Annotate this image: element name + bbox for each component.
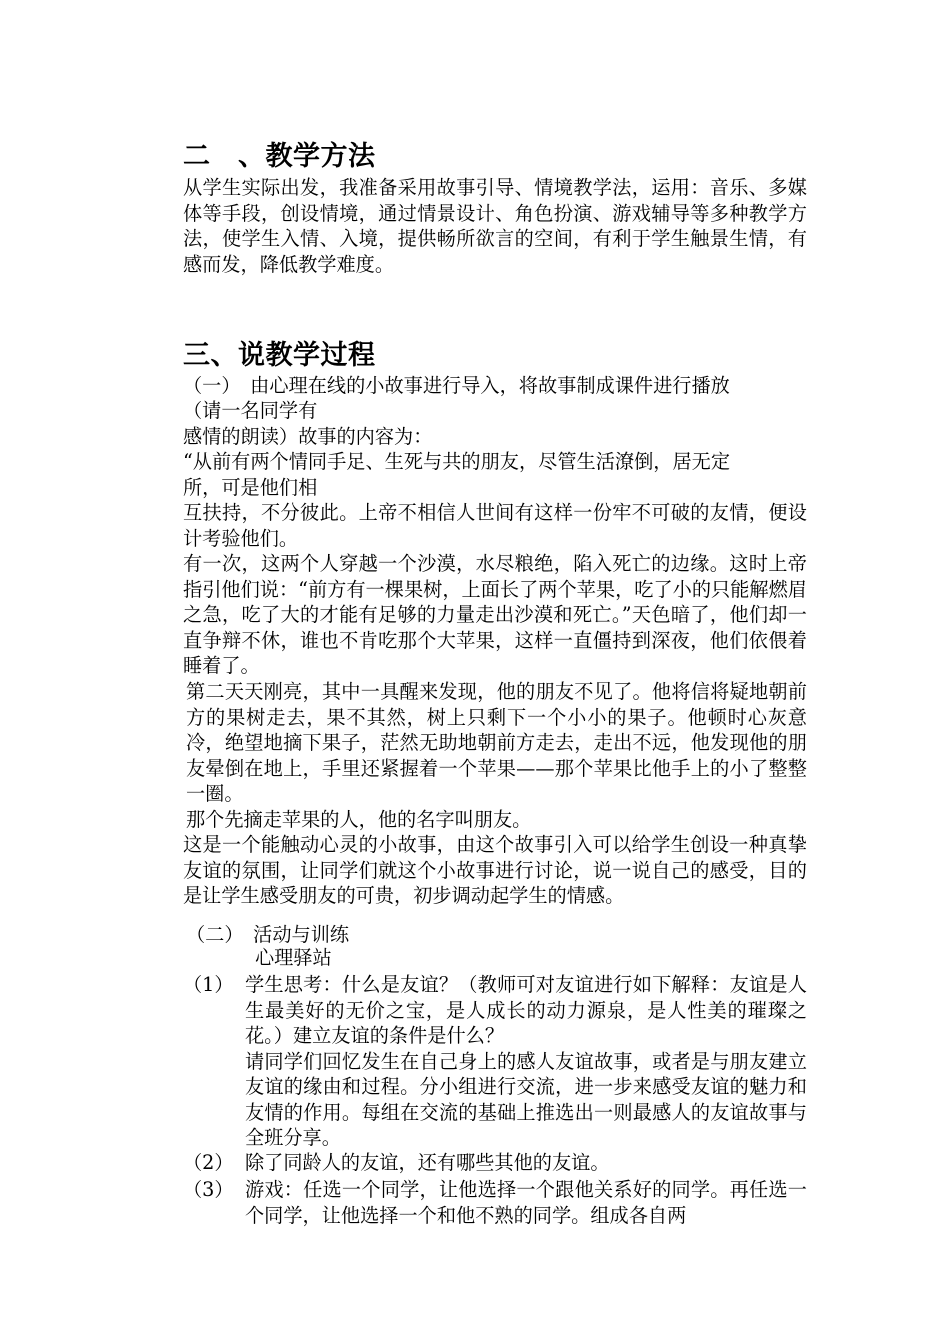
section-2-heading: 二 、教学方法: [183, 141, 376, 172]
list-item-1-text: 学生思考：什么是友谊？（教师可对友谊进行如下解释：友谊是人生最美好的无价之宝，是人成长的动力源泉，是人性美的璀璨之花。）建立友谊的条件是什么？ 请同学们回忆发生在自己身上的感人友谊故事，或者是与朋友建立友谊的缘由和过程。分小组进行交流，进一步来感受友谊的魅力和友情的作用。每组在交流的基础上推选出一则最感人的友谊故事与全班分享。: [245, 973, 807, 1149]
part-2-subtitle: 心理驿站: [255, 946, 332, 969]
list-item-3-text: 游戏：任选一个同学，让他选择一个跟他关系好的同学。再任选一个同学，让他选择一个和他不熟的同学。组成各自两: [245, 1178, 807, 1227]
list-item-2-number: （2）: [183, 1151, 234, 1174]
section-3-heading: 三、说教学过程: [183, 340, 376, 371]
part-1-intro-line-2: （请一名同学有: [183, 399, 318, 422]
part-1-intro-line-3: 感情的朗读）故事的内容为：: [183, 425, 433, 448]
part-2-title: （二） 活动与训练: [186, 923, 350, 946]
list-item-3-number: （3）: [183, 1178, 234, 1201]
story-paragraph-3: 第二天天刚亮，其中一具醒来发现，他的朋友不见了。他将信将疑地朝前方的果树走去，果不其然，树上只剩下一个小小的果子。他顿时心灰意冷，绝望地摘下果子，茫然无助地朝前方走去，走出不远，他发现他的朋友晕倒在地上，手里还紧握着一个苹果——那个苹果比他手上的小了整整一圈。: [186, 680, 807, 805]
story-paragraph-1-line-2: 所，可是他们相: [183, 476, 318, 499]
list-item-1-number: （1）: [183, 973, 234, 996]
story-paragraph-2: 有一次，这两个人穿越一个沙漠，水尽粮绝，陷入死亡的边缘。这时上帝指引他们说：“前方有一棵果树，上面长了两个苹果，吃了小的只能解燃眉之急，吃了大的才能有足够的力量走出沙漠和死亡。”天色暗了，他们却一直争辩不休，谁也不肯吃那个大苹果，这样一直僵持到深夜，他们依偎着睡着了。: [183, 552, 807, 677]
story-paragraph-4: 那个先摘走苹果的人，他的名字叫朋友。: [186, 808, 532, 831]
story-paragraph-5: 这是一个能触动心灵的小故事，由这个故事引入可以给学生创设一种真挚友谊的氛围，让同学们就这个小故事进行讨论，说一说自己的感受，目的是让学生感受朋友的可贵，初步调动起学生的情感。: [183, 833, 807, 907]
part-1-intro-line-1: （一） 由心理在线的小故事进行导入，将故事制成课件进行播放: [183, 374, 730, 397]
story-paragraph-1-rest: 互扶持，不分彼此。上帝不相信人世间有这样一份牢不可破的友情，便设计考验他们。: [183, 501, 807, 550]
story-paragraph-1-line-1: “从前有两个情同手足、生死与共的朋友，尽管生活潦倒，居无定: [183, 450, 731, 473]
section-2-body: 从学生实际出发，我准备采用故事引导、情境教学法，运用：音乐、多媒体等手段，创设情境，通过情景设计、角色扮演、游戏辅导等多种教学方法，使学生入情、入境，提供畅所欲言的空间，有利于学生触景生情，有感而发，降低教学难度。: [183, 176, 807, 276]
list-item-2-text: 除了同龄人的友谊，还有哪些其他的友谊。: [245, 1151, 610, 1174]
